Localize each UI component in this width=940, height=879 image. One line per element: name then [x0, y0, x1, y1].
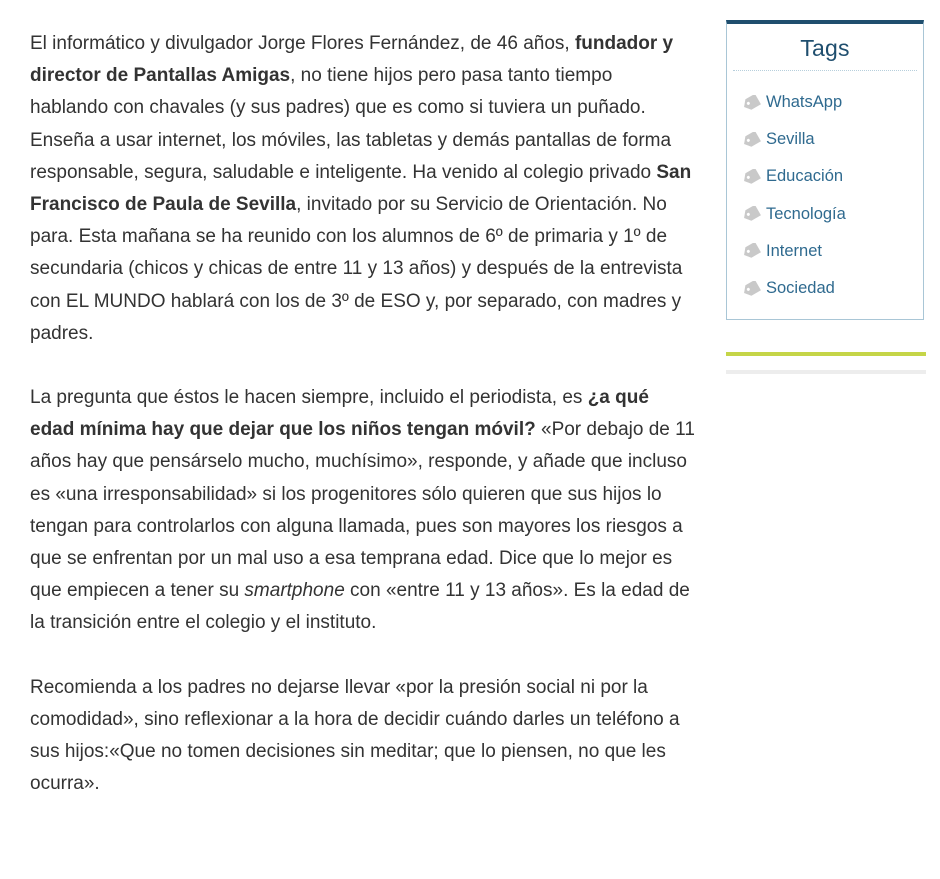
tag-label: Sociedad	[766, 279, 835, 298]
tag-label: Educación	[766, 167, 844, 186]
tag-label: WhatsApp	[766, 93, 843, 112]
bold-text: San Francisco de Paula de Sevilla	[30, 161, 692, 216]
text-segment: «Por debajo de 11 años hay que pensárselo mucho, muchísimo», responde, y añade que incluso es «una irresponsabilidad» si los progenitores sólo quieren que sus hijos lo tengan para controlarlos con alguna llamada, pues son mayores los riesgos a que se enfrentan por un mal uso a esa temprana edad. Dice que lo mejor es que empiecen a tener su	[30, 419, 695, 602]
gray-divider	[726, 370, 926, 374]
article-paragraph-2	[30, 382, 695, 640]
text-segment: Recomienda a los padres no dejarse llevar «por la presión social ni por la comodidad», sino reflexionar a la hora de decidir cuándo darles un teléfono a sus hijos:«Que no tomen decisiones sin meditar; que lo piensen, no que les ocurra».	[30, 676, 680, 795]
text-segment: El informático y divulgador Jorge Flores Fernández, de 46 años,	[30, 33, 575, 54]
tag-icon	[742, 95, 761, 111]
accent-divider	[726, 352, 926, 356]
italic-text: smartphone	[244, 580, 345, 602]
tag-link[interactable]	[727, 84, 923, 121]
text-segment: , invitado por su Servicio de Orientación. No para. Esta mañana se ha reunido con los alumnos de 6º de primaria y 1º de secundaria (chicos y chicas de entre 11 y 13 años) y después de la entrevista con EL MUNDO hablará con los de 3º de ESO y, por separado, con madres y padres.	[30, 194, 683, 344]
tags-list	[727, 71, 923, 307]
tag-icon	[742, 243, 761, 259]
tag-icon	[742, 281, 761, 297]
tag-label: Sevilla	[766, 130, 815, 149]
article-paragraph-1	[30, 28, 695, 350]
tag-link[interactable]	[727, 196, 923, 233]
tag-icon	[742, 169, 761, 185]
tag-icon	[742, 206, 761, 222]
bold-text: fundador y director de Pantallas Amigas	[30, 33, 674, 87]
tag-label: Tecnología	[766, 204, 846, 223]
text-segment: , no tiene hijos pero pasa tanto tiempo hablando con chavales (y sus padres) que es como si tuviera un puñado. Enseña a usar internet, los móviles, las tabletas y demás pantallas de forma responsable, segura, saludable e inteligente. Ha venido al colegio privado	[30, 65, 672, 183]
tag-icon	[742, 132, 761, 148]
article-body	[30, 28, 695, 832]
tag-label: Internet	[766, 241, 822, 260]
tags-widget	[726, 20, 924, 320]
tags-title: Tags	[733, 24, 917, 71]
text-segment: con «entre 11 y 13 años». Es la edad de la transición entre el colegio y el instituto.	[30, 580, 690, 634]
tag-link[interactable]	[727, 158, 923, 195]
tag-link[interactable]	[727, 233, 923, 270]
bold-text: ¿a qué edad mínima hay que dejar que los niños tengan móvil?	[30, 387, 649, 441]
tag-link[interactable]	[727, 270, 923, 307]
text-segment: La pregunta que éstos le hacen siempre, incluido el periodista, es	[30, 387, 588, 409]
tag-link[interactable]	[727, 121, 923, 158]
article-paragraph-3	[30, 672, 695, 801]
